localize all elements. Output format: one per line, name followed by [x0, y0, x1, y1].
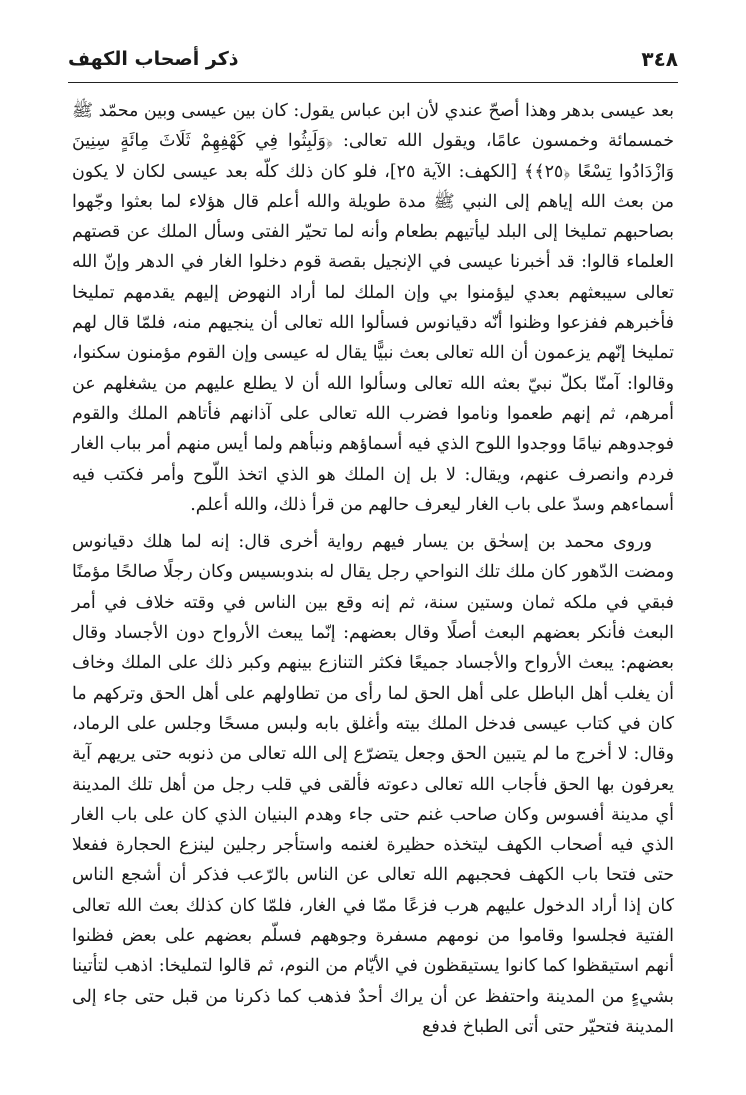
running-title: ذكر أصحاب الكهف [68, 48, 239, 70]
paragraph-gap [72, 520, 674, 527]
page-header [68, 42, 678, 76]
body-text [72, 96, 674, 1042]
header-rule [68, 82, 678, 83]
paragraph-1: بعد عيسى بدهر وهذا أصحّ عندي لأن ابن عباس يقول: كان بين عيسى وبين محمّد ﷺ خمسمائة وخمسون عامًا، ويقول الله تعالى: ﴿وَلَبِثُوا فِي كَهْفِهِمْ ثَلَاثَ مِائَةٍ سِنِينَ وَازْدَادُوا تِسْعًا ﴿٢٥﴾﴾ [الكهف: الآية ٢٥]، فلو كان ذلك كلّه بعد عيسى لكان لا يكون من بعث الله إياهم إلى النبي ﷺ مدة طويلة والله أعلم قال هؤلاء لما بعثوا وجّهوا بصاحبهم تمليخا إلى البلد ليأتيهم بطعام وأنه لما تحيّر الفتى وسأل الملك عن قصتهم العلماء قالوا: قد أخبرنا عيسى في الإنجيل بقصة قوم دخلوا الغار في الدهر وإنّ الله تعالى سيبعثهم بعدي ليؤمنوا بي وإن الملك لما أراد النهوض إليهم يقدمهم تمليخا فأخبرهم ففزعوا وظنوا أنّه دقيانوس فسألوا الله تعالى أن ينجيهم منه، فلمّا قال لهم تمليخا إنّهم يزعمون أن الله تعالى بعث نبيًّا يقال له عيسى وإن القوم مؤمنون سكنوا، وقالوا: آمنّا بكلّ نبيّ بعثه الله تعالى وسألوا الله أن لا يطلع عليهم من يشغلهم عن أمرهم، ثم إنهم طعموا وناموا فضرب الله تعالى على آذانهم فأتاهم الملك والقوم فوجدوهم نيامًا ووجدوا اللوح الذي فيه أسماؤهم ونبأهم ولما أيس منهم أمر بباب الغار فردم وانصرف عنهم، ويقال: لا بل إن الملك هو الذي اتخذ اللّوح وأمر فكتب فيه أسماءهم وسدّ على باب الغار ليعرف حالهم من قرأ ذلك، والله أعلم. [72, 101, 674, 515]
paragraph-2: وروى محمد بن إسحٰق بن يسار فيهم رواية أخرى قال: إنه لما هلك دقيانوس ومضت الدّهور كان ملك تلك النواحي رجل يقال له بندوبسيس وكان رجلًا صالحًا مؤمنًا فبقي في ملكه ثمان وستين سنة، ثم إنه وقع بين الناس في وقته خلاف في أمر البعث فأنكر بعضهم البعث أصلًا وقال بعضهم: إنّما يبعث الأرواح دون الأجساد وقال بعضهم: يبعث الأرواح والأجساد جميعًا فكثر التنازع بينهم وكبر ذلك على الملك وخاف أن يغلب أهل الباطل على أهل الحق لما رأى من تطاولهم على أهل الحق وتركهم ما كان في كتاب عيسى فدخل الملك بيته وأغلق بابه ولبس مسحًا وجلس على الرماد، وقال: لا أخرج ما لم يتبين الحق وجعل يتضرّع إلى الله تعالى من ذنوبه حتى يريهم آية يعرفون بها الحق فأجاب الله تعالى دعوته فألقى في قلب رجل من أهل تلك المدينة أي مدينة أفسوس وكان صاحب غنم حتى جاء وهدم البنيان الذي كان على باب الغار الذي فيه أصحاب الكهف ليتخذه حظيرة لغنمه واستأجر رجلين لينزع الحجارة ففعلا حتى فتحا باب الكهف فحجبهم الله تعالى عن الناس بالرّعب فذكر أن أشجع الناس كان إذا أراد الدخول عليهم هرب فزعًا ممّا في الغار، فلمّا كان كذلك بعث الله تعالى الفتية فجلسوا وقاموا من نومهم مسفرة وجوههم فسلّم بعضهم على بعض فظنوا أنهم استيقظوا كما كانوا يستيقظون في الأيّام من النوم، ثم قالوا لتمليخا: اذهب لتأتينا بشيءٍ من المدينة واحتفظ عن أن يراك أحدٌ فذهب كما ذكرنا من قبل حتى جاء إلى المدينة فتحيّر حتى أتى الطباخ فدفع [72, 532, 674, 1037]
page-number: ٣٤٨ [641, 47, 678, 71]
